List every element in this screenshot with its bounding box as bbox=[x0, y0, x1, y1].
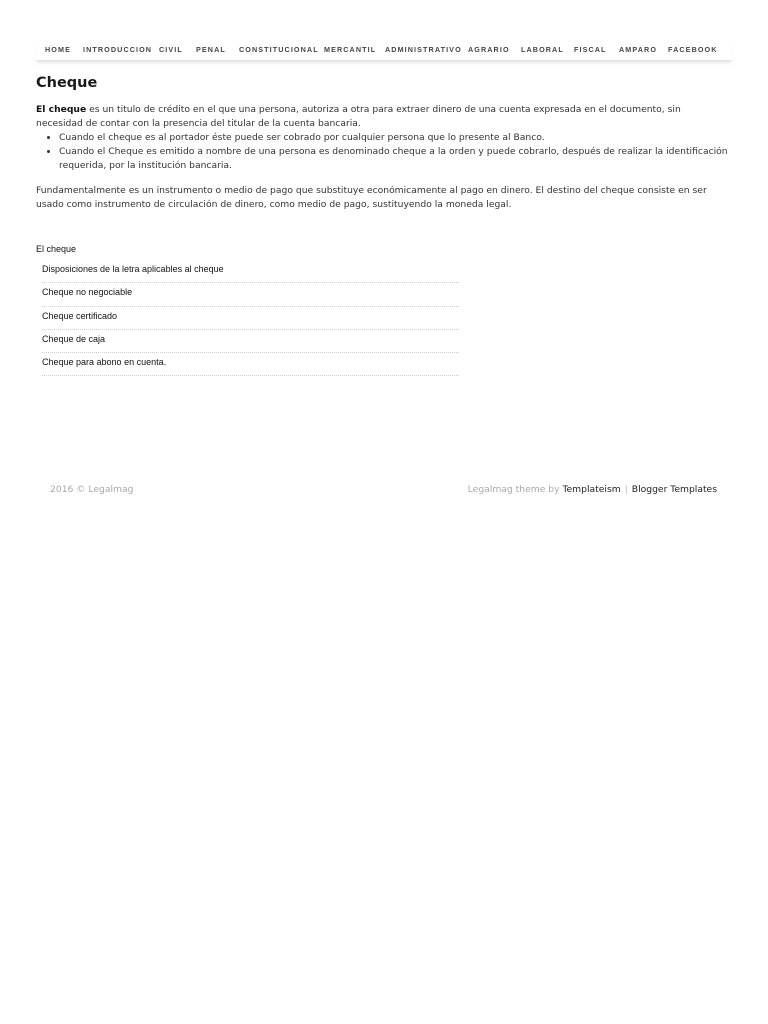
page-title: Cheque bbox=[36, 75, 98, 91]
nav-home[interactable]: HOME bbox=[45, 45, 71, 54]
list-item bbox=[42, 330, 459, 353]
nav-penal[interactable]: PENAL bbox=[196, 45, 226, 54]
theme-by-text: Legalmag theme by bbox=[467, 484, 563, 495]
intro-text: es un titulo de crédito en el que una persona, autoriza a otra para extraer dinero de una cuenta expresada en el documento, sin necesidad de contar con la presencia del titular de la cuenta bancaria. bbox=[36, 104, 681, 129]
document-link[interactable]: Cheque de caja bbox=[42, 333, 106, 344]
list-item bbox=[42, 283, 459, 306]
second-paragraph: Fundamentalmente es un instrumento o medio de pago que substituye económicamente al pago en dinero. El destino del cheque consiste en ser usado como instrumento de circulación de dinero, como medio de pago, sustituyendo la moneda legal. bbox=[36, 185, 707, 210]
article-body bbox=[36, 103, 730, 212]
nav-fiscal[interactable]: FISCAL bbox=[574, 45, 607, 54]
document-list-heading: El cheque bbox=[36, 244, 77, 254]
bullet-item: • Cuando el cheque es al portador éste puede ser cobrado por cualquier persona que lo presente al Banco. bbox=[59, 131, 730, 145]
blogger-templates-link[interactable]: Blogger Templates bbox=[631, 484, 717, 495]
document-list-items bbox=[42, 260, 459, 376]
footer-separator: | bbox=[624, 484, 628, 495]
templateism-link[interactable]: Templateism bbox=[562, 484, 621, 495]
footer bbox=[50, 484, 717, 498]
list-item bbox=[42, 353, 459, 376]
nav-administrativo[interactable]: ADMINISTRATIVO bbox=[385, 45, 462, 54]
intro-term: El cheque bbox=[36, 104, 87, 115]
list-item bbox=[42, 307, 459, 330]
document-link[interactable]: Cheque para abono en cuenta. bbox=[42, 357, 167, 368]
nav-civil[interactable]: CIVIL bbox=[159, 45, 183, 54]
main-nav bbox=[36, 40, 732, 61]
footer-credits bbox=[468, 484, 717, 495]
nav-laboral[interactable]: LABORAL bbox=[521, 45, 564, 54]
document-link[interactable]: Cheque certificado bbox=[42, 310, 118, 321]
bullet-item: • Cuando el Cheque es emitido a nombre de una persona es denominado cheque a la orden y puede cobrarlo, después de realizar la identificación requerida, por la institución bancaria. bbox=[59, 145, 730, 173]
intro-paragraph bbox=[36, 103, 730, 131]
bullet-list bbox=[36, 131, 730, 173]
list-item bbox=[42, 260, 459, 283]
nav-facebook[interactable]: FACEBOOK bbox=[668, 45, 718, 54]
nav-agrario[interactable]: AGRARIO bbox=[468, 45, 510, 54]
nav-introduccion[interactable]: INTRODUCCION bbox=[83, 45, 153, 54]
copyright-text: 2016 © Legalmag bbox=[50, 484, 134, 495]
document-link[interactable]: Cheque no negociable bbox=[42, 287, 133, 298]
nav-mercantil[interactable]: MERCANTIL bbox=[324, 45, 377, 54]
document-link[interactable]: Disposiciones de la letra aplicables al cheque bbox=[42, 264, 224, 274]
nav-amparo[interactable]: AMPARO bbox=[619, 45, 658, 54]
nav-constitucional[interactable]: CONSTITUCIONAL bbox=[239, 45, 319, 54]
document-list bbox=[36, 243, 466, 376]
